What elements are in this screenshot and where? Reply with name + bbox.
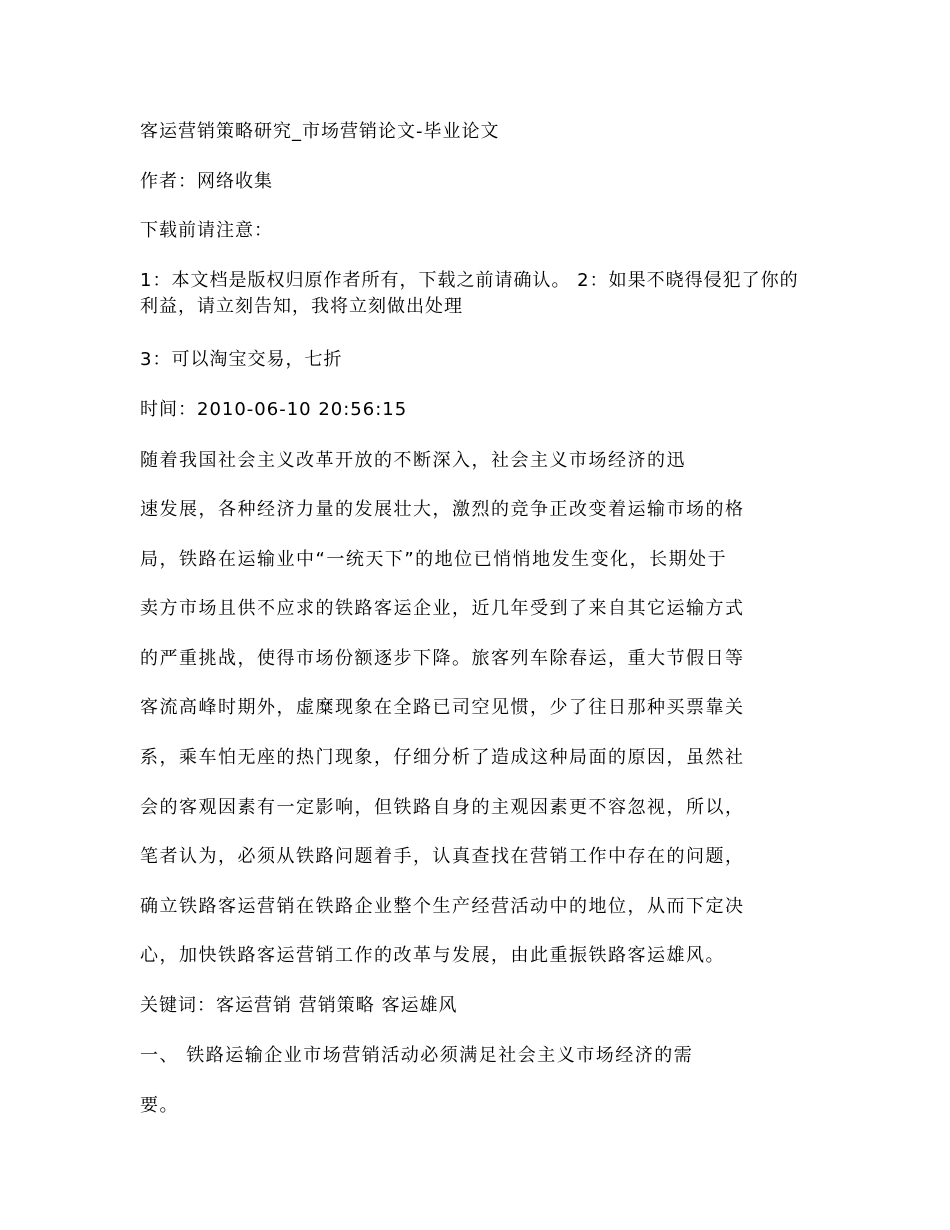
body-line: 系，乘车怕无座的热门现象，仔细分析了造成这种局面的原因，虽然社 <box>140 747 745 768</box>
keywords-line: 关键词：客运营销 营销策略 客运雄风 <box>140 995 458 1016</box>
notice-item-3: 3：可以淘宝交易，七折 <box>140 349 343 370</box>
body-line: 局，铁路在运输业中“一统天下”的地位已悄悄地发生变化，长期处于 <box>140 549 728 570</box>
body-line: 速发展，各种经济力量的发展壮大，激烈的竞争正改变着运输市场的格 <box>140 499 745 520</box>
section-heading: 一、 铁路运输企业市场营销活动必须满足社会主义市场经济的需 <box>140 1045 694 1066</box>
body-line: 随着我国社会主义改革开放的不断深入，社会主义市场经济的迅 <box>140 450 686 471</box>
author-line: 作者：网络收集 <box>140 171 273 192</box>
notice-heading: 下载前请注意： <box>140 220 273 241</box>
body-line: 心，加快铁路客运营销工作的改革与发展，由此重振铁路客运雄风。 <box>140 945 725 966</box>
section-heading-continued: 要。 <box>140 1095 179 1116</box>
timestamp: 时间：2010-06-10 20:56:15 <box>140 399 408 420</box>
body-line: 的严重挑战，使得市场份额逐步下降。旅客列车除春运，重大节假日等 <box>140 648 745 669</box>
body-line: 卖方市场且供不应求的铁路客运企业，近几年受到了来自其它运输方式 <box>140 598 745 619</box>
body-line: 客流高峰时期外，虚糜现象在全路已司空见惯，少了往日那种买票靠关 <box>140 697 745 718</box>
body-line: 确立铁路客运营销在铁路企业整个生产经营活动中的地位，从而下定决 <box>140 896 745 917</box>
notice-item-1-2: 1：本文档是版权归原作者所有，下载之前请确认。 2：如果不晓得侵犯了你的利益，请立刻告知，我将立刻做出处理 <box>140 270 799 317</box>
body-line: 会的客观因素有一定影响，但铁路自身的主观因素更不容忽视，所以， <box>140 797 745 818</box>
body-line: 笔者认为，必须从铁路问题着手，认真查找在营销工作中存在的问题， <box>140 846 745 867</box>
document-title: 客运营销策略研究_市场营销论文-毕业论文 <box>140 121 500 142</box>
